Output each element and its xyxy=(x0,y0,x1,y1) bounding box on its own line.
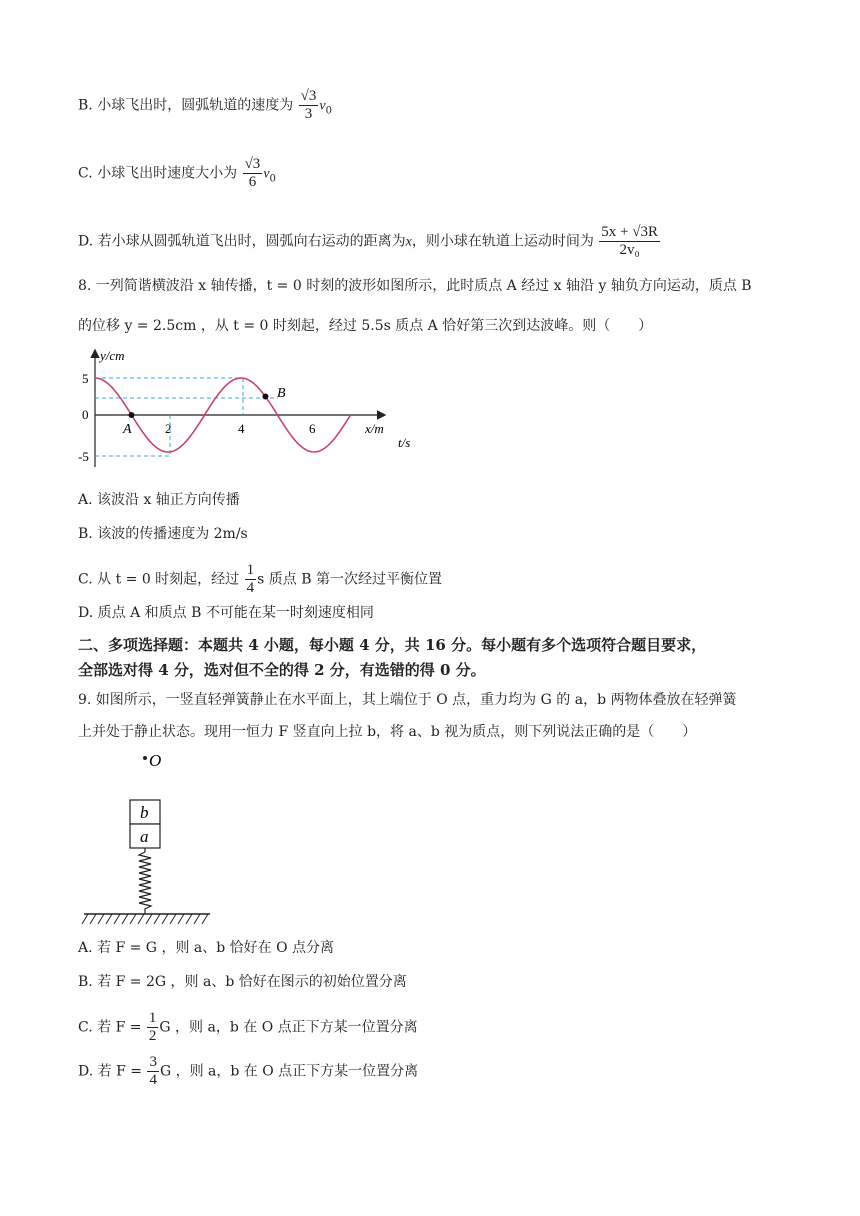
section2-heading-line1: 二、多项选择题：本题共 4 小题，每小题 4 分，共 16 分。每小题有多个选项符合题目要求， xyxy=(78,636,707,654)
q9-option-a: A. 若 F = G ，则 a、b 恰好在 O 点分离 xyxy=(78,940,335,956)
x-tick-2: 2 xyxy=(165,421,172,436)
ground-hatching xyxy=(82,914,208,924)
block-b-label: b xyxy=(140,803,149,822)
y-tick-5: 5 xyxy=(82,371,89,386)
x-tick-6: 6 xyxy=(309,421,316,436)
q9-stem-line1: 9. 如图所示，一竖直轻弹簧静止在水平面上，其上端位于 O 点，重力均为 G 的 a，b 两物体叠放在轻弹簧 xyxy=(78,692,737,708)
spring xyxy=(139,852,151,914)
q9-stem-line2: 上并处于静止状态。现用一恒力 F 竖直向上拉 b，将 a、b 视为质点，则下列说法正确的是（ ） xyxy=(78,724,697,740)
point-o-label: O xyxy=(149,751,162,770)
x-axis-label: x/m xyxy=(365,421,384,436)
point-b-marker xyxy=(262,394,268,400)
q9-spring-figure xyxy=(78,748,218,930)
point-o-marker xyxy=(143,756,147,760)
t-label: t/s xyxy=(398,435,411,450)
point-a-marker xyxy=(129,412,135,418)
q7-option-c: C. 小球飞出时速度大小为 $\frac{√3}{6}$ $v_0$ xyxy=(78,156,276,190)
q9-option-c: C. 若 F = $\frac{1}{2}$ G ，则 a，b 在 O 点正下方某一位置分离 xyxy=(78,1010,418,1044)
x-tick-4: 4 xyxy=(238,421,245,436)
q7-option-b-fraction: $\frac{√3}{3}$ xyxy=(300,88,317,122)
block-a-label: a xyxy=(140,827,149,846)
q8-option-a: A. 该波沿 x 轴正方向传播 xyxy=(78,492,240,508)
q9-option-d: D. 若 F = $\frac{3}{4}$ G ，则 a，b 在 O 点正下方某一位置分离 xyxy=(78,1054,419,1088)
q7-option-c-fraction: $\frac{√3}{6}$ xyxy=(244,156,261,190)
q9-option-d-fraction: $\frac{3}{4}$ xyxy=(149,1054,157,1088)
q8-option-c: C. 从 t = 0 时刻起，经过 $\frac{1}{4}$ s 质点 B 第一次经过平衡位置 xyxy=(78,562,442,596)
q7-option-d: D. 若小球从圆弧轨道飞出时，圆弧向右运动的距离为x，则小球在轨道上运动时间为 $\frac{5x + √3R}{\text{2v₀}}$ xyxy=(78,224,658,258)
y-tick-neg5: -5 xyxy=(78,449,89,464)
y-axis-label: y/cm xyxy=(100,348,125,363)
q7-option-b: B. 小球飞出时，圆弧轨道的速度为 $\frac{√3}{3}$ $v_0$ xyxy=(78,88,332,122)
q9-option-c-fraction: $\frac{1}{2}$ xyxy=(148,1010,157,1044)
q8-option-b: B. 该波的传播速度为 2m/s xyxy=(78,526,248,542)
point-a-label: A xyxy=(123,422,132,437)
q8-stem-line1: 8. 一列简谐横波沿 x 轴传播，t = 0 时刻的波形如图所示，此时质点 A 经过 x 轴沿 y 轴负方向运动，质点 B xyxy=(78,278,752,294)
section2-heading-line2: 全部选对得 4 分，选对但不全的得 2 分，有选错的得 0 分。 xyxy=(78,661,486,679)
q8-option-d: D. 质点 A 和质点 B 不可能在某一时刻速度相同 xyxy=(78,605,374,621)
q9-option-b: B. 若 F = 2G ，则 a、b 恰好在图示的初始位置分离 xyxy=(78,974,407,990)
q8-wave-chart xyxy=(78,345,418,475)
point-b-label: B xyxy=(277,386,286,401)
q8-option-c-fraction: $\frac{1}{4}$ xyxy=(246,562,255,596)
y-tick-0: 0 xyxy=(82,407,89,422)
q8-stem-line2: 的位移 y = 2.5cm ，从 t = 0 时刻起，经过 5.5s 质点 A 恰好第三次到达波峰。则（ ） xyxy=(78,318,653,334)
q7-option-d-fraction: $\frac{5x + √3R}{\text{2v₀}}$ xyxy=(601,224,658,258)
